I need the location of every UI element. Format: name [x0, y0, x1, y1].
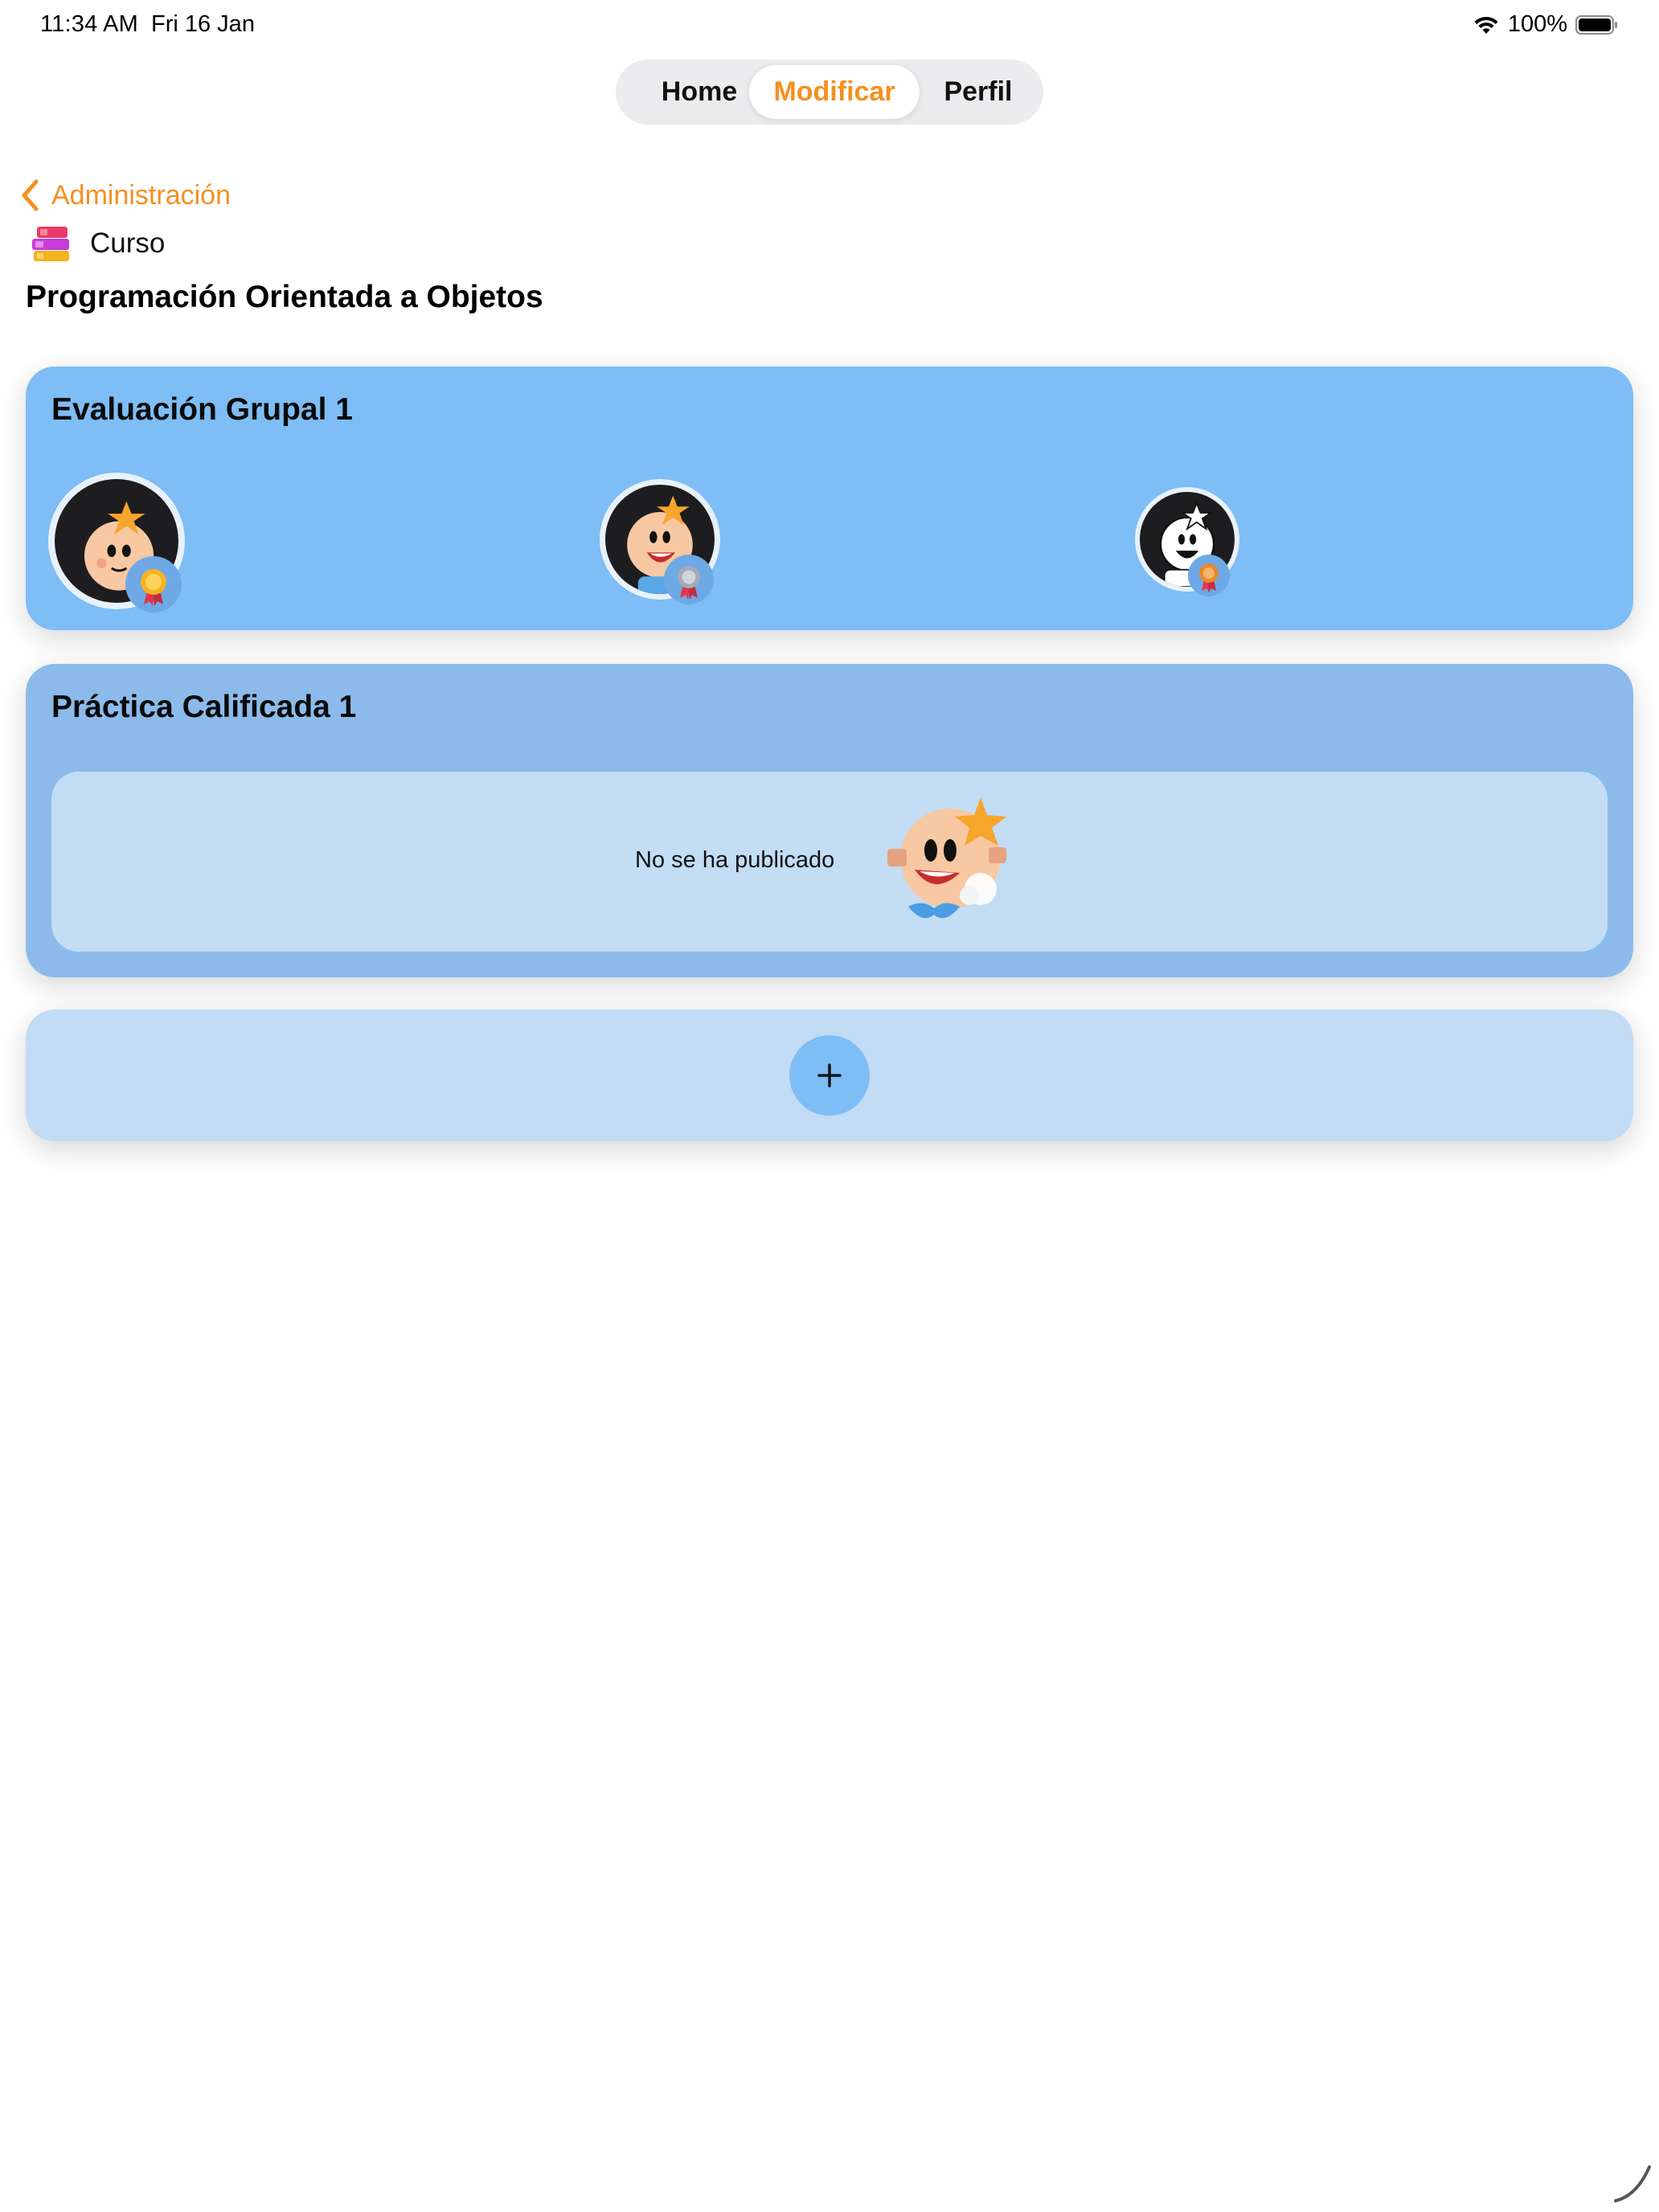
- tab-bar: [616, 59, 1043, 125]
- participant-avatar[interactable]: [48, 473, 209, 617]
- status-bar: [0, 0, 1659, 50]
- empty-state-panel: [51, 772, 1608, 952]
- card-title: Práctica Calificada 1: [51, 690, 357, 724]
- bronze-medal-icon: [1188, 555, 1230, 596]
- empty-state-message: No se ha publicado: [635, 847, 835, 873]
- wifi-icon: [1473, 14, 1500, 35]
- course-row: [31, 223, 165, 264]
- add-button[interactable]: [789, 1035, 870, 1116]
- page-title: Programación Orientada a Objetos: [26, 280, 543, 314]
- participant-avatar[interactable]: [1135, 487, 1256, 600]
- battery-icon: [1575, 14, 1619, 35]
- participant-avatar[interactable]: [600, 479, 736, 608]
- chevron-left-icon: [19, 178, 40, 212]
- tab-home[interactable]: Home: [661, 76, 738, 107]
- gold-medal-icon: [125, 556, 182, 612]
- add-card: [26, 1010, 1633, 1141]
- silver-medal-icon: [664, 555, 714, 604]
- tab-perfil[interactable]: Perfil: [944, 76, 1013, 107]
- status-indicators: [1473, 11, 1619, 38]
- section-label: Curso: [90, 227, 166, 259]
- battery-percent: 100%: [1507, 11, 1567, 37]
- back-button[interactable]: [19, 175, 231, 215]
- status-time: 11:34 AM: [40, 11, 138, 37]
- practice-card[interactable]: [26, 664, 1633, 977]
- status-date: Fri 16 Jan: [151, 11, 255, 37]
- corner-scribble-icon: [1612, 2164, 1653, 2204]
- card-title: Evaluación Grupal 1: [51, 392, 353, 427]
- evaluation-card[interactable]: [26, 367, 1633, 630]
- back-label: Administración: [51, 179, 231, 211]
- tab-modificar[interactable]: Modificar: [749, 65, 920, 119]
- books-icon: [31, 223, 72, 264]
- mascot-icon: [886, 796, 1024, 929]
- plus-icon: [816, 1062, 843, 1089]
